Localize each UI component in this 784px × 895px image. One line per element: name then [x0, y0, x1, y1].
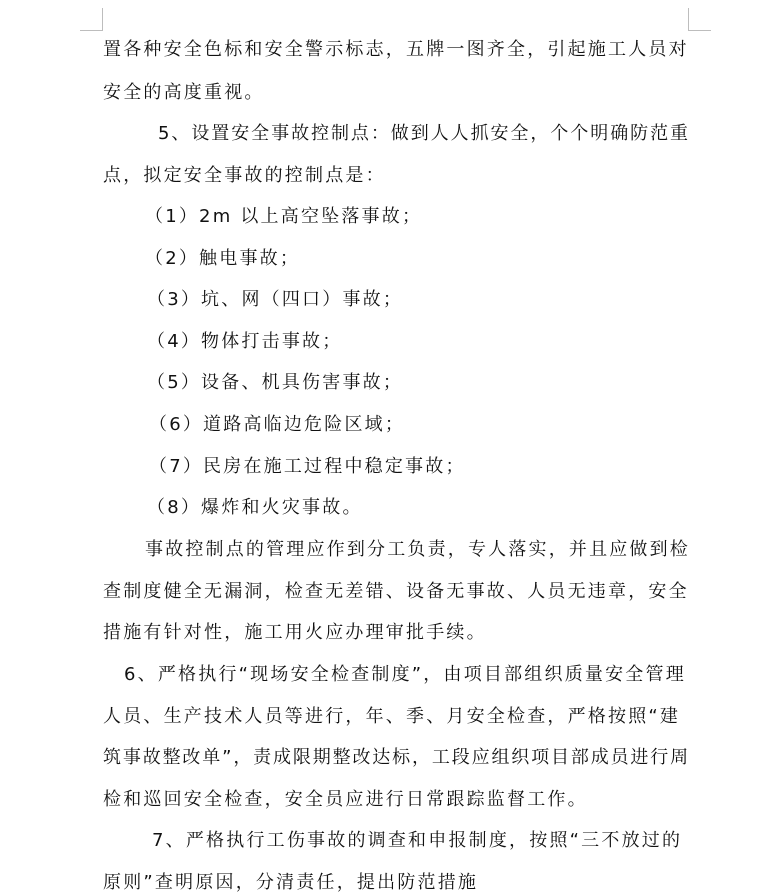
- list-item: （6）道路高临边危险区域；: [149, 414, 406, 435]
- page-corner-mark-top-left: [80, 8, 103, 31]
- list-item: （4）物体打击事故；: [147, 331, 343, 352]
- text-line: 6、严格执行“现场安全检查制度”，由项目部组织质量安全管理: [124, 664, 686, 685]
- list-item: （7）民房在施工过程中稳定事故；: [149, 456, 466, 477]
- list-item: （2）触电事故；: [145, 248, 301, 269]
- text-line: 原则”查明原因，分清责任，提出防范措施: [103, 872, 479, 893]
- list-item: （8）爆炸和火灾事故。: [147, 497, 363, 518]
- text-line: 查制度健全无漏洞，检查无差错、设备无事故、人员无违章，安全: [103, 581, 689, 602]
- text-line: 5、设置安全事故控制点：做到人人抓安全，个个明确防范重: [158, 123, 690, 144]
- text-line: 点，拟定安全事故的控制点是：: [103, 165, 386, 186]
- list-item: （3）坑、网（四口）事故；: [147, 289, 404, 310]
- text-line: 人员、生产技术人员等进行，年、季、月安全检查，严格按照“建: [103, 706, 681, 727]
- text-line: 安全的高度重视。: [103, 82, 265, 103]
- text-line: 检和巡回安全检查，安全员应进行日常跟踪监督工作。: [103, 789, 588, 810]
- text-line: 置各种安全色标和安全警示标志，五牌一图齐全，引起施工人员对: [103, 39, 689, 60]
- text-line: 筑事故整改单”，责成限期整改达标，工段应组织项目部成员进行周: [103, 747, 690, 768]
- page-corner-mark-top-right: [688, 8, 711, 31]
- text-line: 7、严格执行工伤事故的调查和申报制度，按照“三不放过的: [152, 830, 683, 851]
- list-item: （1）2m 以上高空坠落事故；: [145, 206, 423, 227]
- list-item: （5）设备、机具伤害事故；: [147, 372, 404, 393]
- text-line: 事故控制点的管理应作到分工负责，专人落实，并且应做到检: [145, 539, 690, 560]
- text-line: 措施有针对性，施工用火应办理审批手续。: [103, 622, 487, 643]
